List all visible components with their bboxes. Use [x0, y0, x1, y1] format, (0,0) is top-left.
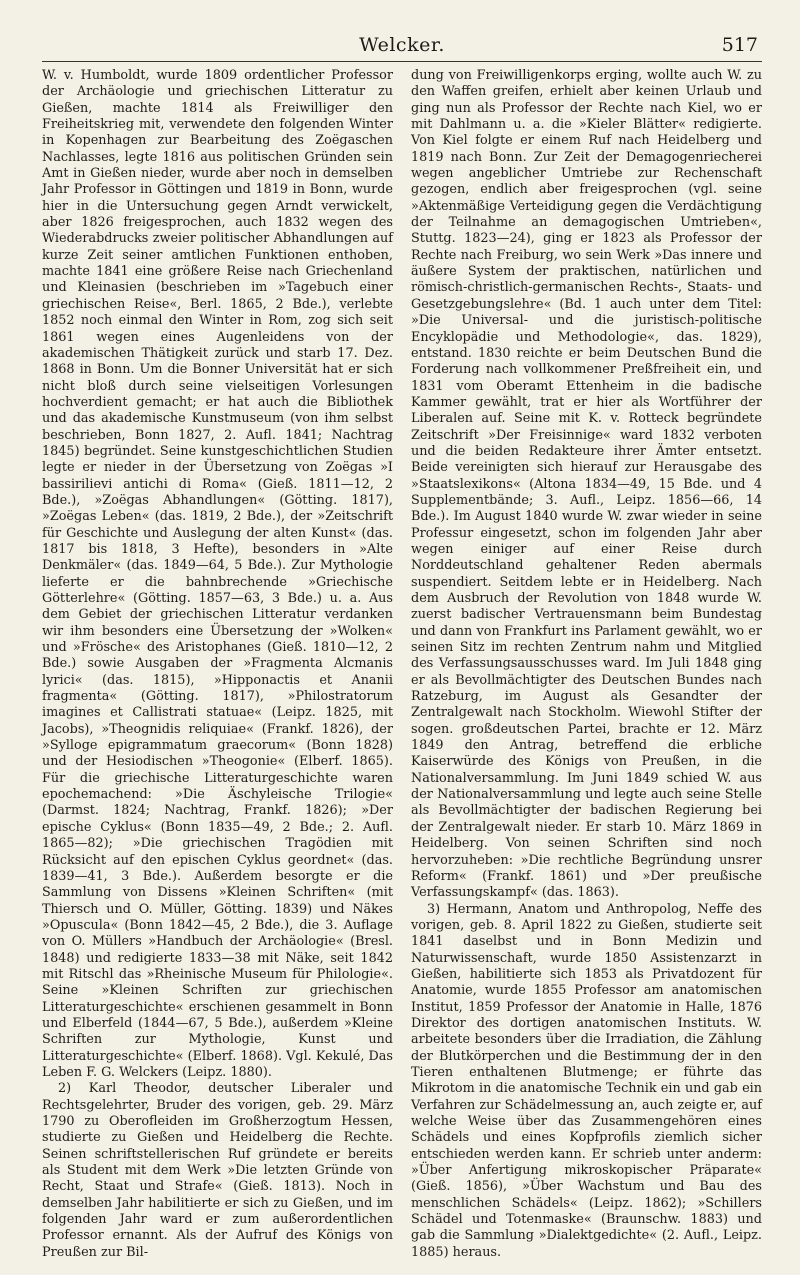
left-column: [42, 68, 393, 1261]
page-number: 517: [721, 34, 758, 56]
paragraph-karl-theodor: 2) Karl Theodor, deutscher Liberaler und Rechtsgelehrter, Bruder des vorigen, geb. 29. März 1790 zu Oberofleiden im Großherzogtum Hessen, studierte zu Gießen und Heidelberg die Rechte. Seinen schriftstellerischen Ruf gründete er bereits als Student mit dem Werk »Die letzten Gründe von Recht, Staat und Strafe« (Gieß. 1813). Noch in demselben Jahr habilitierte er sich zu Gießen, und im folgenden Jahr ward er zum außerordentlichen Professor ernannt. Als der Aufruf des Königs von Preußen zur Bil-: [42, 1081, 393, 1260]
right-column: [411, 68, 762, 1261]
header-rule: [42, 61, 762, 62]
text-columns: [42, 68, 762, 1261]
paragraph-humboldt-continued: W. v. Humboldt, wurde 1809 ordentlicher Professor der Archäologie und griechischen Litteratur zu Gießen, machte 1814 als Freiwilliger den Freiheitskrieg mit, verwendete den folgenden Winter in Kopenhagen zur Bearbeitung des Zoëgaschen Nachlasses, legte 1816 aus politischen Gründen sein Amt in Gießen nieder, wurde aber noch in demselben Jahr Professor in Göttingen und 1819 in Bonn, wurde hier in die Untersuchung gegen Arndt verwickelt, aber 1826 freigesprochen, auch 1832 wegen des Wiederabdrucks zweier politischer Abhandlungen auf kurze Zeit seiner amtlichen Funktionen enthoben, machte 1841 eine größere Reise nach Griechenland und Kleinasien (beschrieben im »Tagebuch einer griechischen Reise«, Berl. 1865, 2 Bde.), verlebte 1852 noch einmal den Winter in Rom, zog sich seit 1861 wegen eines Augenleidens von der akademischen Thätigkeit zurück und starb 17. Dez. 1868 in Bonn. Um die Bonner Universität hat er sich nicht bloß durch seine vielseitigen Vorlesungen hochverdient gemacht; er hat auch die Bibliothek und das akademische Kunstmuseum (von ihm selbst beschrieben, Bonn 1827, 2. Aufl. 1841; Nachtrag 1845) begründet. Seine kunstgeschichtlichen Studien legte er nieder in der Übersetzung von Zoëgas »I bassirilievi antichi di Roma« (Gieß. 1811—12, 2 Bde.), »Zoëgas Abhandlungen« (Götting. 1817), »Zoëgas Leben« (das. 1819, 2 Bde.), der »Zeitschrift für Geschichte und Auslegung der alten Kunst« (das. 1817 bis 1818, 3 Hefte), besonders in »Alte Denkmäler« (das. 1849—64, 5 Bde.). Zur Mythologie lieferte er die bahnbrechende »Griechische Götterlehre« (Götting. 1857—63, 3 Bde.) u. a. Aus dem Gebiet der griechischen Litteratur verdanken wir ihm besonders eine Übersetzung der »Wolken« und »Frösche« des Aristophanes (Gieß. 1810—12, 2 Bde.) sowie Ausgaben der »Fragmenta Alcmanis lyrici« (das. 1815), »Hipponactis et Ananii fragmenta« (Götting. 1817), »Philostratorum imagines et Callistrati statuae« (Leipz. 1825, mit Jacobs), »Theognidis reliquiae« (Frankf. 1826), der »Sylloge epigrammatum graecorum« (Bonn 1828) und der Hesiodischen »Theogonie« (Elberf. 1865). Für die griechische Litteraturgeschichte waren epochemachend: »Die Äschyleische Trilogie« (Darmst. 1824; Nachtrag, Frankf. 1826); »Der epische Cyklus« (Bonn 1835—49, 2 Bde.; 2. Aufl. 1865—82); »Die griechischen Tragödien mit Rücksicht auf den epischen Cyklus geordnet« (das. 1839—41, 3 Bde.). Außerdem besorgte er die Sammlung von Dissens »Kleinen Schriften« (mit Thiersch und O. Müller, Götting. 1839) und Näkes »Opuscula« (Bonn 1842—45, 2 Bde.), die 3. Auflage von O. Müllers »Handbuch der Archäologie« (Bresl. 1848) und redigierte 1833—38 mit Näke, seit 1842 mit Ritschl das »Rheinische Museum für Philologie«. Seine »Kleinen Schriften zur griechischen Litteraturgeschichte« erschienen gesammelt in Bonn und Elberfeld (1844—67, 5 Bde.), außerdem »Kleine Schriften zur Mythologie, Kunst und Litteraturgeschichte« (Elberf. 1868). Vgl. Kekulé, Das Leben F. G. Welckers (Leipz. 1880).: [42, 68, 393, 1080]
paragraph-hermann: 3) Hermann, Anatom und Anthropolog, Neffe des vorigen, geb. 8. April 1822 zu Gießen, studierte seit 1841 daselbst und in Bonn Medizin und Naturwissenschaft, wurde 1850 Assistenzarzt in Gießen, habilitierte sich 1853 als Privatdozent für Anatomie, wurde 1855 Professor am anatomischen Institut, 1859 Professor der Anatomie in Halle, 1876 Direktor des dortigen anatomischen Instituts. W. arbeitete besonders über die Irradiation, die Zählung der Blutkörperchen und die Bestimmung der in den Tieren enthaltenen Blutmenge; er führte das Mikrotom in die anatomische Technik ein und gab ein Verfahren zur Schädelmessung an, auch zeigte er, auf welche Weise über das Zusammengehören eines Schädels und eines Kopfprofils ziemlich sicher entschieden werden kann. Er schrieb unter anderm: »Über Anfertigung mikroskopischer Präparate« (Gieß. 1856), »Über Wachstum und Bau des menschlichen Schädels« (Leipz. 1862); »Schillers Schädel und Totenmaske« (Braunschw. 1883) und gab die Sammlung »Dialektgedichte« (2. Aufl., Leipz. 1885) heraus.: [411, 901, 762, 1260]
running-head: Welcker.: [359, 34, 445, 56]
paragraph-karl-theodor-continued: dung von Freiwilligenkorps erging, wollte auch W. zu den Waffen greifen, erhielt aber keinen Urlaub und ging nun als Professor der Rechte nach Kiel, wo er mit Dahlmann u. a. die »Kieler Blätter« redigierte. Von Kiel folgte er einem Ruf nach Heidelberg und 1819 nach Bonn. Zur Zeit der Demagogenriecherei wegen angeblicher Umtriebe zur Rechenschaft gezogen, endlich aber freigesprochen (vgl. seine »Aktenmäßige Verteidigung gegen die Verdächtigung der Teilnahme an demagogischen Umtrieben«, Stuttg. 1823—24), ging er 1823 als Professor der Rechte nach Freiburg, wo sein Werk »Das innere und äußere System der praktischen, natürlichen und römisch-christlich-germanischen Rechts-, Staats- und Gesetzgebungslehre« (Bd. 1 auch unter dem Titel: »Die Universal- und die juristisch-politische Encyklopädie und Methodologie«, das. 1829), entstand. 1830 reichte er beim Deutschen Bund die Forderung nach vollkommener Preßfreiheit ein, und 1831 vom Oberamt Ettenheim in die badische Kammer gewählt, trat er hier als Wortführer der Liberalen auf. Seine mit K. v. Rotteck begründete Zeitschrift »Der Freisinnige« ward 1832 verboten und die beiden Redakteure ihrer Ämter entsetzt. Beide vereinigten sich hierauf zur Herausgabe des »Staatslexikons« (Altona 1834—49, 15 Bde. und 4 Supplementbände; 3. Aufl., Leipz. 1856—66, 14 Bde.). Im August 1840 wurde W. zwar wieder in seine Professur eingesetzt, schon im folgenden Jahr aber wegen einiger auf einer Reise durch Norddeutschland gehaltener Reden abermals suspendiert. Seitdem lebte er in Heidelberg. Nach dem Ausbruch der Revolution von 1848 wurde W. zuerst badischer Vertrauensmann beim Bundestag und dann von Frankfurt ins Parlament gewählt, wo er seinen Sitz im rechten Zentrum nahm und Mitglied des Verfassungsausschusses ward. Im Juli 1848 ging er als Bevollmächtigter des Deutschen Bundes nach Ratzeburg, im August als Gesandter der Zentralgewalt nach Stockholm. Wiewohl Stifter der sogen. großdeutschen Partei, brachte er 12. März 1849 den Antrag, betreffend die erbliche Kaiserwürde des Königs von Preußen, in die Nationalversammlung. Im Juni 1849 schied W. aus der Nationalversammlung und legte auch seine Stelle als Bevollmächtigter der badischen Regierung bei der Zentralgewalt nieder. Er starb 10. März 1869 in Heidelberg. Von seinen Schriften sind noch hervorzuheben: »Die rechtliche Begründung unsrer Reform« (Frankf. 1861) und »Der preußische Verfassungskampf« (das. 1863).: [411, 68, 762, 901]
page-header: [42, 34, 762, 62]
